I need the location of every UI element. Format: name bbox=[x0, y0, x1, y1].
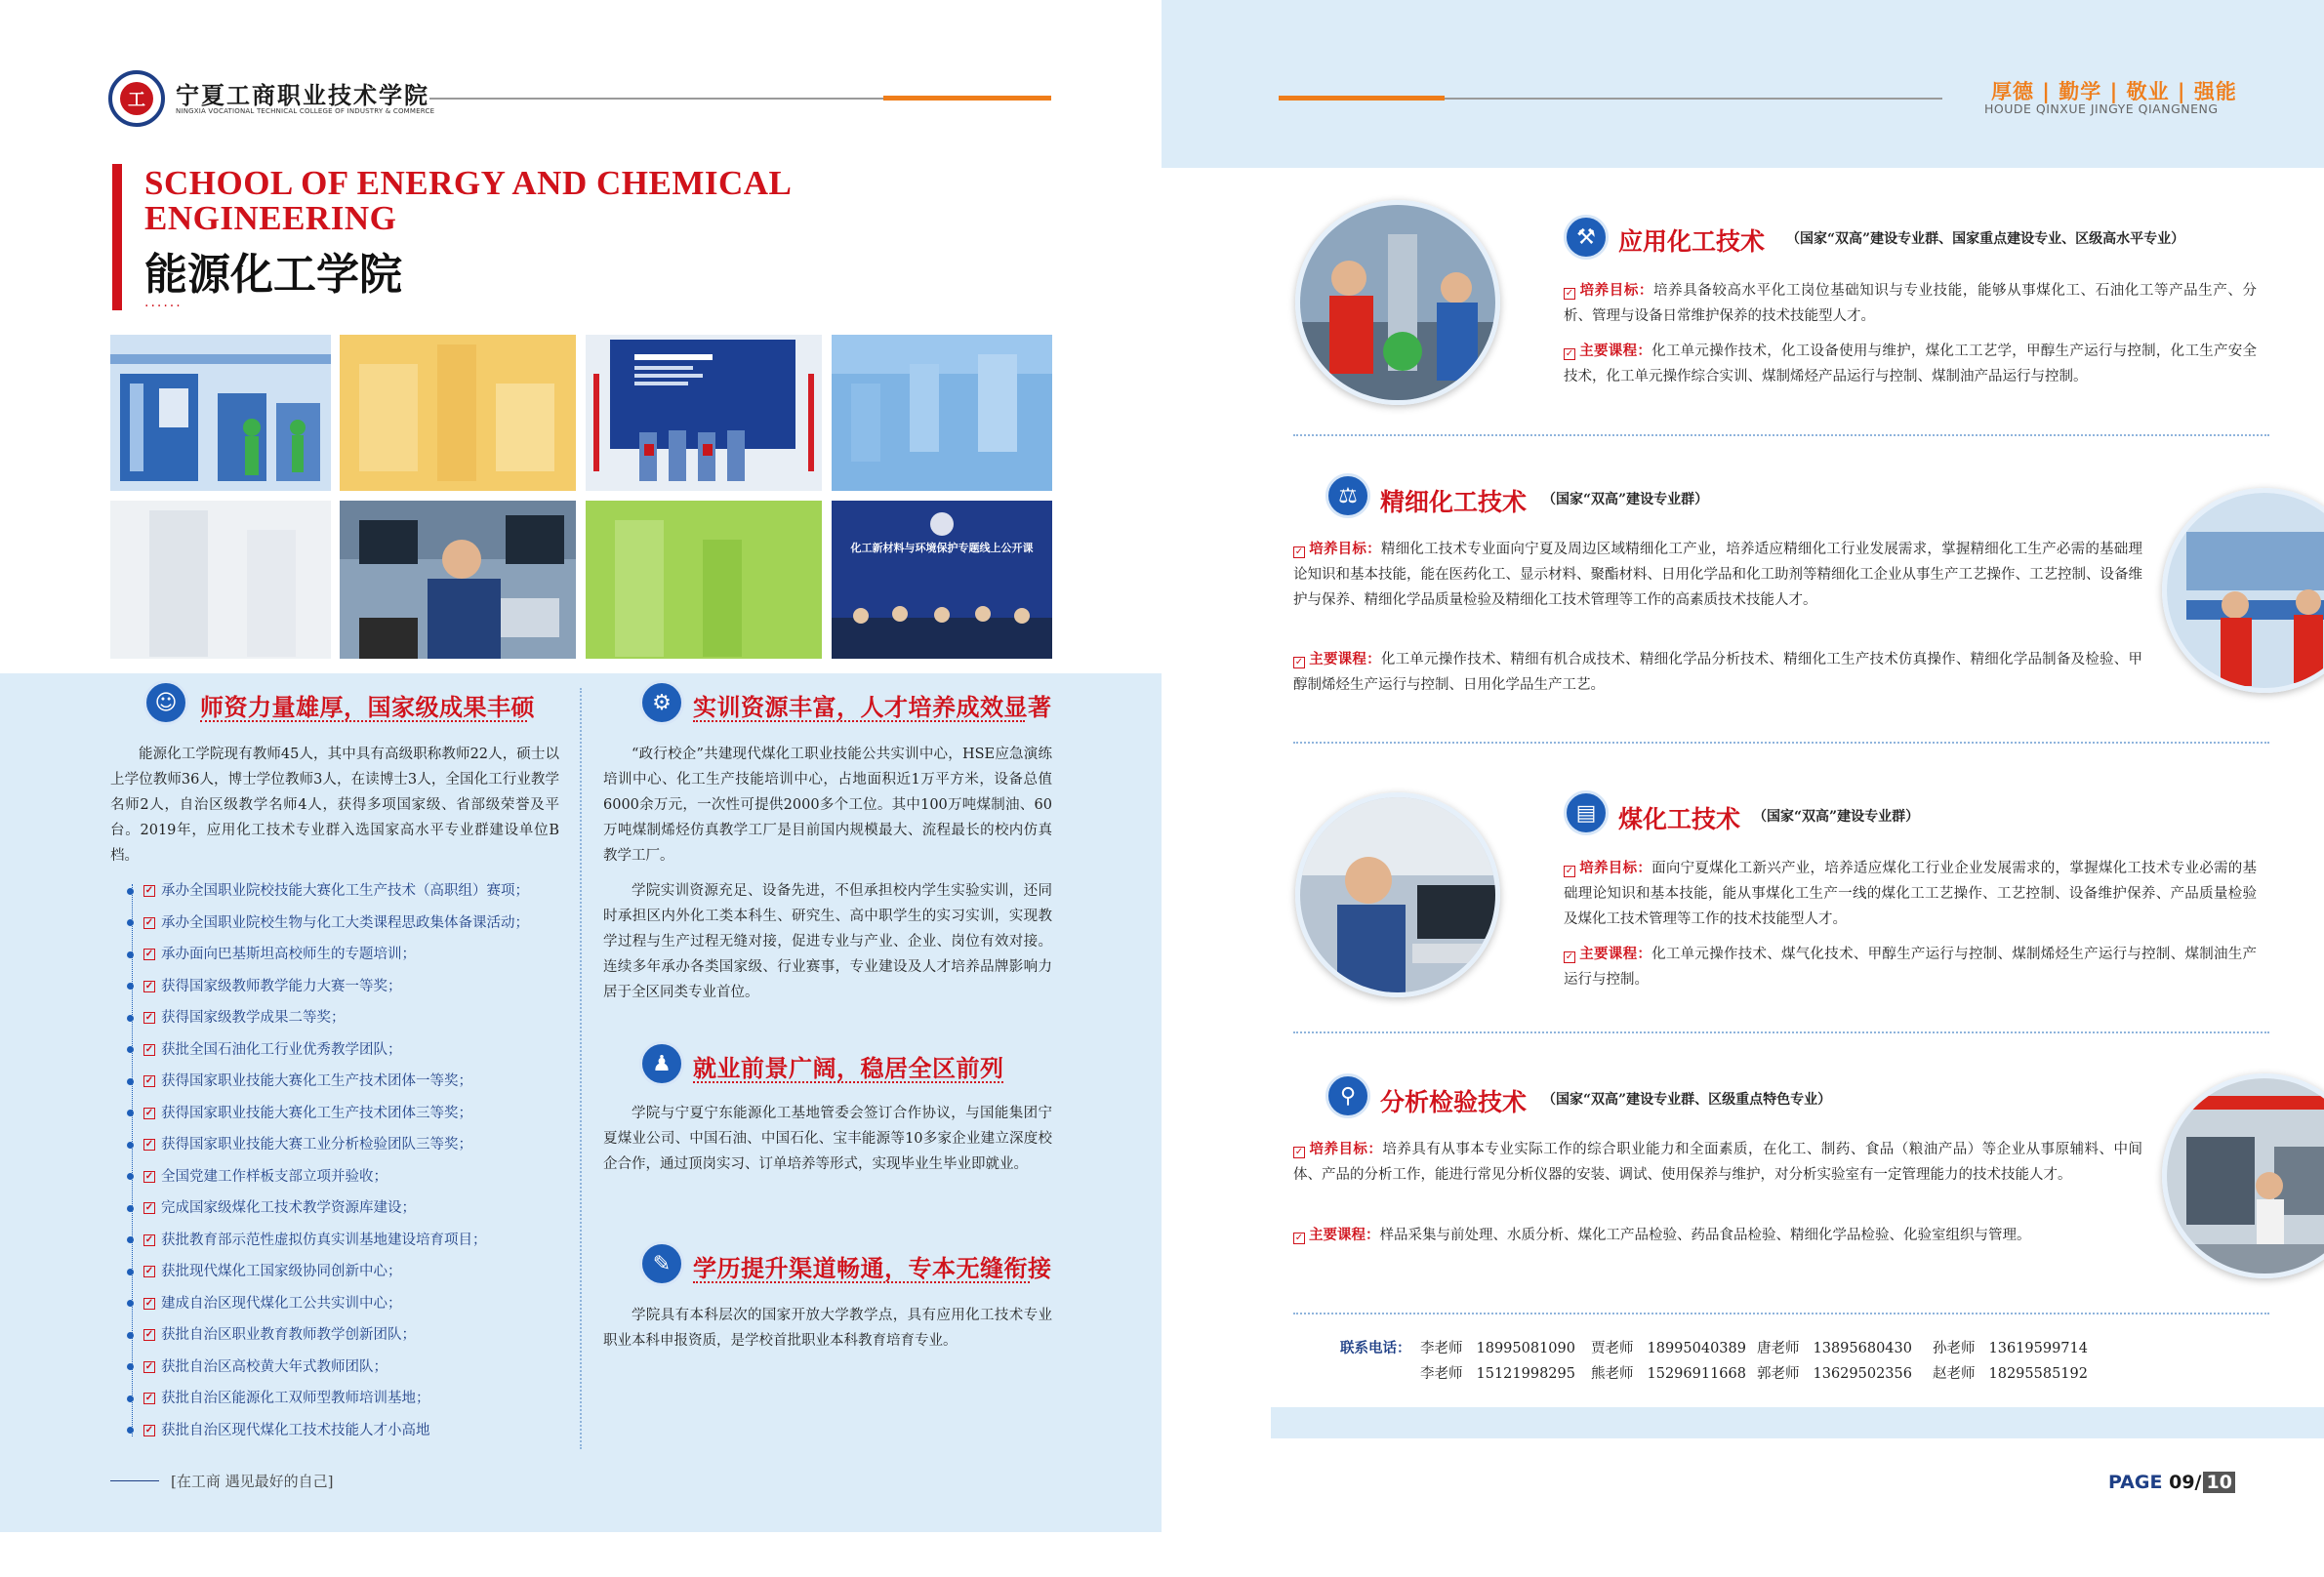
sec4-underline bbox=[693, 1281, 1030, 1283]
achievement-text: 获批自治区能源化工双师型教师培训基地； bbox=[161, 1391, 430, 1406]
achievement-item bbox=[127, 1225, 576, 1257]
school-name-en: NINGXIA VOCATIONAL TECHNICAL COLLEGE OF INDUSTRY & COMMERCE bbox=[176, 107, 435, 115]
achievement-text: 承办全国职业院校生物与化工大类课程思政集体备课活动； bbox=[161, 914, 529, 931]
school-logo bbox=[108, 70, 165, 127]
achievement-text: 获批自治区现代煤化工技术技能人才小高地 bbox=[161, 1422, 430, 1438]
major4-note: （国家“双高”建设专业群、区级重点特色专业） bbox=[1542, 1092, 1832, 1108]
checkbox-icon: ✓ bbox=[144, 949, 154, 960]
checkbox-icon: ✓ bbox=[144, 1360, 154, 1372]
major2-title: 精细化工技术 bbox=[1380, 488, 1528, 516]
photo-building-wall-art bbox=[832, 335, 1052, 491]
column-divider bbox=[580, 688, 582, 1449]
major1-courses-text: 化工单元操作技术，化工设备使用与维护，煤化工工艺学，甲醇生产运行与控制，化工生产安全技术，化工单元操作综合实训、煤制烯烃产品运行与控制、煤制油产品运行与控制。 bbox=[1564, 344, 2258, 384]
contact-name: 唐老师 bbox=[1757, 1341, 1800, 1356]
sec4-para: 学院具有本科层次的国家开放大学教学点，具有应用化工技术专业职业本科申报资质，是学校首批职业本科教育培育专业。 bbox=[603, 1308, 1052, 1349]
major4-courses bbox=[1293, 1223, 2142, 1248]
major3-title: 煤化工技术 bbox=[1618, 805, 1741, 833]
checkbox-icon: ✓ bbox=[144, 1233, 154, 1245]
achievement-item bbox=[127, 1066, 576, 1098]
major4-goal-text: 培养具有从事本专业实际工作的综合职业能力和全面素质，在化工、制药、食品（粮油产品）等企业从事原辅料、中间体、产品的分析工作，能进行常见分析仪器的安装、调试、使用保养与维护，对分析实验室有一定管理能力的技术技能人才。 bbox=[1293, 1142, 2143, 1183]
contact-entry bbox=[1757, 1337, 1912, 1357]
major3-goal-label: ✓ 培养目标： bbox=[1565, 861, 1652, 876]
sec4-title: 学历提升渠道畅通，专本无缝衔接 bbox=[693, 1255, 1052, 1282]
contact-phone: 13629502356 bbox=[1813, 1366, 1912, 1382]
contact-entry bbox=[1591, 1362, 1746, 1383]
achievement-text: 完成国家级煤化工技术教学资源库建设； bbox=[161, 1200, 416, 1216]
checkbox-icon: ✓ bbox=[144, 1266, 154, 1277]
contact-phone: 13895680430 bbox=[1813, 1341, 1912, 1356]
photo-computer-operator bbox=[340, 501, 576, 659]
major2-note: （国家“双高”建设专业群） bbox=[1542, 492, 1709, 507]
contact-phone: 15121998295 bbox=[1476, 1366, 1575, 1382]
title-cn: 能源化工学院 bbox=[144, 250, 402, 300]
achievement-text: 获得国家级教学成果二等奖； bbox=[161, 1010, 346, 1026]
major4-goal bbox=[1293, 1137, 2142, 1188]
major4-course-label: ✓ 主要课程： bbox=[1294, 1228, 1380, 1243]
checkbox-icon: ✓ bbox=[144, 1139, 154, 1151]
factory-icon: ⚒ bbox=[1564, 215, 1609, 260]
checkbox-icon: ✓ bbox=[144, 1424, 154, 1435]
achievement-item bbox=[127, 1288, 576, 1320]
right-footer-band bbox=[1271, 1407, 2324, 1438]
microscope-icon: ⚲ bbox=[1325, 1073, 1370, 1118]
photo-applied-chemical bbox=[1295, 200, 1500, 405]
right-page bbox=[1162, 0, 2324, 1577]
header-accent bbox=[883, 96, 1051, 101]
contact-name: 贾老师 bbox=[1591, 1341, 1634, 1356]
major3-note: （国家“双高”建设专业群） bbox=[1753, 809, 1920, 825]
achievement-item bbox=[127, 908, 576, 940]
employment-icon: ♟ bbox=[639, 1041, 684, 1086]
contact-phone: 18995040389 bbox=[1647, 1341, 1746, 1356]
achievement-text: 获批自治区高校黄大年式教师团队； bbox=[161, 1358, 387, 1375]
flask-icon: ⚖ bbox=[1325, 473, 1370, 518]
page-next: 10 bbox=[2203, 1472, 2234, 1493]
team-icon: ☺ bbox=[143, 680, 188, 725]
contact-entry bbox=[1420, 1337, 1575, 1357]
checkbox-icon: ✓ bbox=[144, 1043, 154, 1055]
contact-name: 李老师 bbox=[1420, 1341, 1463, 1356]
contact-entry bbox=[1420, 1362, 1575, 1383]
contact-phone: 15296911668 bbox=[1647, 1366, 1746, 1382]
major2-courses-text: 化工单元操作技术、精细有机合成技术、精细化学品分析技术、精细化工生产技术仿真操作、精细化学品制备及检验、甲醇制烯烃生产运行与控制、日用化学品生产工艺。 bbox=[1293, 652, 2143, 693]
achievement-item bbox=[127, 1319, 576, 1352]
training-icon: ⚙ bbox=[639, 680, 684, 725]
checkbox-icon: ✓ bbox=[144, 1170, 154, 1182]
contact-phone: 18995081090 bbox=[1476, 1341, 1575, 1356]
school-name-cn: 宁夏工商职业技术学院 bbox=[176, 81, 429, 109]
major4-goal-label: ✓ 培养目标： bbox=[1294, 1142, 1383, 1157]
contact-name: 孙老师 bbox=[1933, 1341, 1976, 1356]
sec1-title: 师资力量雄厚，国家级成果丰硕 bbox=[200, 694, 535, 721]
contact-name: 李老师 bbox=[1420, 1366, 1463, 1382]
achievement-item bbox=[127, 1383, 576, 1415]
checkbox-icon: ✓ bbox=[144, 885, 154, 897]
title-en bbox=[144, 166, 792, 236]
divider-1 bbox=[1293, 434, 2269, 436]
major4-courses-text: 样品采集与前处理、水质分析、煤化工产品检验、药品食品检验、精细化学品检验、化验室组织与管理。 bbox=[1379, 1228, 2031, 1243]
major1-courses bbox=[1564, 339, 2257, 389]
major2-course-label: ✓ 主要课程： bbox=[1294, 652, 1381, 667]
achievement-text: 获批全国石油化工行业优秀教学团队； bbox=[161, 1041, 402, 1058]
major3-courses-text: 化工单元操作技术、煤气化技术、甲醇生产运行与控制、煤制烯烃生产运行与控制、煤制油生产运行与控制。 bbox=[1564, 947, 2258, 988]
major1-course-label: ✓ 主要课程： bbox=[1565, 344, 1652, 359]
photo-lab-equipment-art bbox=[110, 335, 331, 491]
photo-award-ceremony bbox=[586, 335, 822, 491]
divider-3 bbox=[1293, 1031, 2269, 1033]
achievement-item bbox=[127, 1256, 576, 1288]
achievement-text: 获批教育部示范性虚拟仿真实训基地建设培育项目； bbox=[161, 1232, 487, 1248]
photo-lab-equipment bbox=[110, 335, 331, 491]
contact-name: 熊老师 bbox=[1591, 1366, 1634, 1382]
checkbox-icon: ✓ bbox=[144, 1329, 154, 1341]
photo-yellow-overlay-art bbox=[340, 335, 576, 491]
achievement-text: 全国党建工作样板支部立项并验收； bbox=[161, 1168, 387, 1185]
photo-conference bbox=[832, 501, 1052, 659]
contact-label: 联系电话： bbox=[1340, 1341, 1411, 1356]
major3-course-label: ✓ 主要课程： bbox=[1565, 947, 1652, 962]
achievement-text: 获得国家职业技能大赛化工生产技术团体一等奖； bbox=[161, 1073, 472, 1089]
motto-en: HOUDE QINXUE JINGYE QIANGNENG bbox=[1984, 101, 2219, 116]
major4-title: 分析检验技术 bbox=[1380, 1088, 1528, 1116]
major1-title: 应用化工技术 bbox=[1618, 227, 1766, 256]
logo-emblem-icon: 工 bbox=[120, 82, 153, 115]
photo-green-overlay bbox=[586, 501, 822, 659]
major3-courses bbox=[1564, 942, 2257, 992]
contact-phone: 13619599714 bbox=[1988, 1341, 2088, 1356]
major1-goal bbox=[1564, 278, 2257, 329]
sec3-title: 就业前景广阔，稳居全区前列 bbox=[693, 1055, 1004, 1082]
list-timeline bbox=[132, 884, 133, 1436]
page-current: 09/ bbox=[2169, 1472, 2202, 1493]
page-number bbox=[2108, 1472, 2235, 1493]
photo-coal-chemical bbox=[1295, 792, 1500, 997]
contact-entry bbox=[1933, 1337, 2088, 1357]
title-en-line2: ENGINEERING bbox=[144, 199, 397, 237]
contact-entry bbox=[1591, 1337, 1746, 1357]
achievement-text: 获批自治区职业教育教师教学创新团队； bbox=[161, 1327, 416, 1343]
achievement-item bbox=[127, 1415, 576, 1447]
photo-building-wall bbox=[832, 335, 1052, 491]
achievement-text: 建成自治区现代煤化工公共实训中心； bbox=[161, 1295, 402, 1312]
footer-rule bbox=[110, 1480, 159, 1481]
divider-2 bbox=[1293, 742, 2269, 744]
achievement-text: 获得国家级教师教学能力大赛一等奖； bbox=[161, 978, 402, 994]
footer-slogan: [在工商 遇见最好的自己] bbox=[171, 1473, 334, 1490]
checkbox-icon: ✓ bbox=[144, 1202, 154, 1214]
achievement-item bbox=[127, 875, 576, 908]
checkbox-icon: ✓ bbox=[144, 1297, 154, 1309]
achievement-item bbox=[127, 1161, 576, 1193]
achievement-item bbox=[127, 1034, 576, 1067]
checkbox-icon: ✓ bbox=[144, 1075, 154, 1087]
sec2-title: 实训资源丰富，人才培养成效显著 bbox=[693, 694, 1052, 721]
education-icon: ✎ bbox=[639, 1241, 684, 1286]
photo-white-overlay-art bbox=[110, 501, 331, 659]
major3-goal-text: 面向宁夏煤化工新兴产业，培养适应煤化工行业企业发展需求的，掌握煤化工技术专业必需的基础理论知识和基本技能，能从事煤化工生产一线的煤化工工艺操作、工艺控制、设备维护保养、产品质量检验及煤化工技术管理等工作的技术技能型人才。 bbox=[1564, 861, 2258, 927]
achievement-text: 承办全国职业院校技能大赛化工生产技术（高职组）赛项； bbox=[161, 883, 529, 899]
motto: 厚德 | 勤学 | 敬业 | 强能 bbox=[1991, 80, 2237, 103]
photo-conference-art bbox=[832, 501, 1052, 659]
achievement-text: 获批现代煤化工国家级协同创新中心； bbox=[161, 1264, 402, 1279]
achievement-item bbox=[127, 939, 576, 971]
title-dots: ······ bbox=[144, 299, 183, 314]
sec3-underline bbox=[693, 1081, 1003, 1083]
right-header-accent bbox=[1279, 96, 1445, 101]
checkbox-icon: ✓ bbox=[144, 916, 154, 928]
major2-goal-label: ✓ 培养目标： bbox=[1294, 542, 1381, 557]
achievement-item bbox=[127, 971, 576, 1003]
checkbox-icon: ✓ bbox=[144, 1393, 154, 1404]
achievement-text: 获得国家职业技能大赛化工生产技术团体三等奖； bbox=[161, 1105, 472, 1121]
poster-text: 化工新材料与环境保护专题线上公开课 bbox=[850, 542, 1034, 554]
achievement-list bbox=[127, 875, 576, 1446]
sec1-para: 能源化工学院现有教师45人，其中具有高级职称教师22人，硕士以上学位教师36人，博士学位教师3人，在读博士3人，全国化工行业教学名师2人，自治区级教学名师4人，获得多项国家级、省部级荣誉及平台。2019年，应用化工技术专业群入选国家高水平专业群建设单位B档。 bbox=[110, 747, 559, 864]
divider-4 bbox=[1293, 1313, 2269, 1314]
achievement-text: 获得国家职业技能大赛工业分析检验团队三等奖； bbox=[161, 1137, 472, 1152]
achievement-item bbox=[127, 1098, 576, 1130]
photo-green-overlay-art bbox=[586, 501, 822, 659]
achievement-item bbox=[127, 1193, 576, 1225]
contact-name: 郭老师 bbox=[1757, 1366, 1800, 1382]
achievement-text: 承办面向巴基斯坦高校师生的专题培训； bbox=[161, 947, 416, 962]
sec2-para1: “政行校企”共建现代煤化工职业技能公共实训中心，HSE应急演练培训中心、化工生产技能培训中心，占地面积近1万平方米，设备总值6000余万元，一次性可提供2000多个工位。其中100万吨煤制油、60万吨煤制烯烃仿真教学工厂是目前国内规模最大、流程最长的校内仿真教学工厂。 bbox=[603, 747, 1052, 864]
major2-courses bbox=[1293, 647, 2142, 698]
sec2-para2: 学院实训资源充足、设备先进，不但承担校内学生实验实训，还同时承担区内外化工类本科生、研究生、高中职学生的实习实训，实现教学过程与生产过程无缝对接，促进专业与产业、企业、岗位有效对接。连续多年承办各类国家级、行业赛事，专业建设及人才培养品牌影响力居于全区同类专业首位。 bbox=[603, 883, 1052, 1000]
sec3-para: 学院与宁夏宁东能源化工基地管委会签订合作协议，与国能集团宁夏煤业公司、中国石油、中国石化、宝丰能源等10多家企业建立深度校企合作，通过顶岗实习、订单培养等形式，实现毕业生毕业即就业。 bbox=[603, 1106, 1052, 1172]
achievement-item bbox=[127, 1352, 576, 1384]
checkbox-icon: ✓ bbox=[144, 1107, 154, 1118]
sec1-underline bbox=[200, 720, 527, 722]
title-bar bbox=[112, 164, 122, 310]
photo-computer-operator-art bbox=[340, 501, 576, 659]
contact-name: 赵老师 bbox=[1933, 1366, 1976, 1382]
major3-goal bbox=[1564, 856, 2257, 932]
contact-phone: 18295585192 bbox=[1988, 1366, 2088, 1382]
contact-entry bbox=[1933, 1362, 2088, 1383]
page-label: PAGE bbox=[2108, 1472, 2163, 1493]
checkbox-icon: ✓ bbox=[144, 980, 154, 991]
checkbox-icon: ✓ bbox=[144, 1012, 154, 1024]
major1-note: （国家“双高”建设专业群、国家重点建设专业、区级高水平专业） bbox=[1786, 231, 2185, 247]
achievement-item bbox=[127, 1129, 576, 1161]
title-en-line1: SCHOOL OF ENERGY AND CHEMICAL bbox=[144, 164, 793, 202]
major2-goal bbox=[1293, 537, 2142, 613]
photo-yellow-overlay bbox=[340, 335, 576, 491]
major1-goal-text: 培养具备较高水平化工岗位基础知识与专业技能，能够从事煤化工、石油化工等产品生产、分析、管理与设备日常维护保养的技术技能型人才。 bbox=[1564, 283, 2258, 324]
major2-goal-text: 精细化工技术专业面向宁夏及周边区域精细化工产业，培养适应精细化工行业发展需求，掌握精细化工生产必需的基础理论知识和基本技能，能在医药化工、显示材料、聚酯材料、日用化学品和化工助剂等精细化工企业从事生产工艺操作、工艺控制、设备维护与保养、精细化学品质量检验及精细化工技术管理等工作的高素质技术技能人才。 bbox=[1293, 542, 2143, 608]
photo-white-overlay bbox=[110, 501, 331, 659]
sec2-underline bbox=[693, 720, 1025, 722]
photo-award-ceremony-art bbox=[586, 335, 822, 491]
document-icon: ▤ bbox=[1564, 790, 1609, 835]
achievement-item bbox=[127, 1002, 576, 1034]
contact-entry bbox=[1757, 1362, 1912, 1383]
major1-goal-label: ✓ 培养目标： bbox=[1565, 283, 1654, 299]
